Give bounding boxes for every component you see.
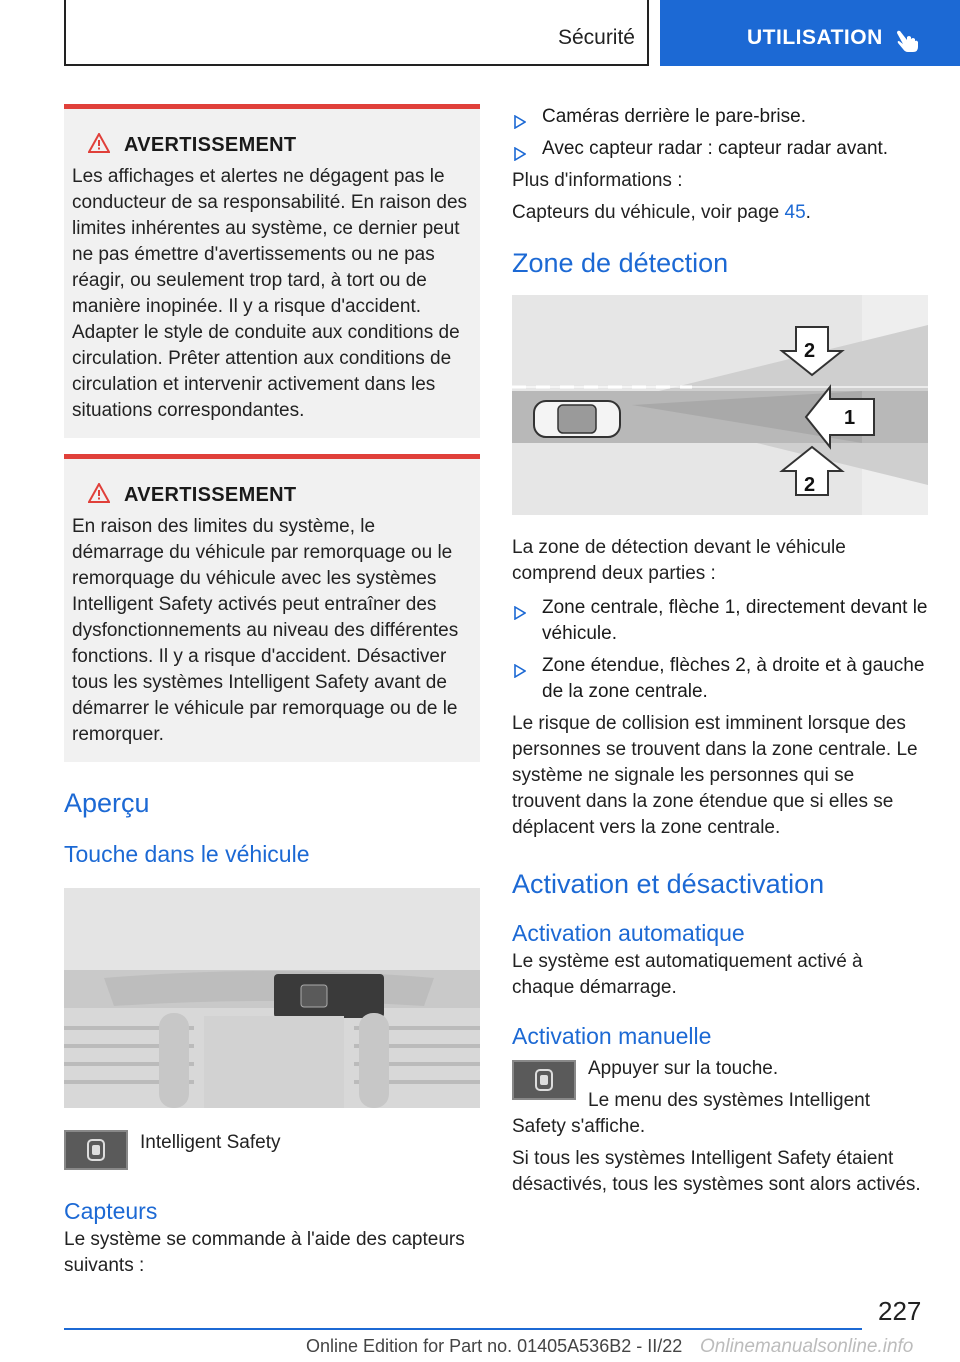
manual-text: Si tous les systèmes Intelligent Safety étaient désactivés, tous les systèmes sont alors activés. [512, 1148, 921, 1195]
triangle-bullet-icon [514, 143, 526, 169]
car-shield-icon [534, 1068, 554, 1092]
warning-triangle-icon [88, 483, 110, 508]
warning-triangle-icon [88, 133, 110, 158]
manual-step-2: Le menu des systèmes Intelligent Safety s'affiche. [512, 1090, 870, 1137]
heading-auto: Activation automatique [512, 920, 745, 946]
left-column [64, 104, 480, 1279]
more-info-label: Plus d'informations : [512, 170, 683, 191]
detection-zone-diagram [512, 295, 928, 515]
button-caption: Intelligent Safety [140, 1132, 281, 1153]
heading-zone: Zone de détection [512, 248, 729, 278]
heading-touche: Touche dans le véhicule [64, 841, 310, 867]
intelligent-safety-button-image [64, 1130, 128, 1170]
car-shield-icon [86, 1138, 106, 1162]
svg-text:2: 2 [804, 474, 816, 496]
warning-text: Les affichages et alertes ne dégagent pas le conducteur de sa responsabilité. En raison des limites inhérentes au système, ce dernier peut ne pas émettre d'avertissements ou ne pas réagir, ou seulement trop tard, à tort ou de manière inopinée. Il y a risque d'accident. Adapter le style de conduite aux conditions de circulation. Prêter attention aux conditions de circulation et intervenir activement dans les situations correspondantes. [72, 166, 468, 421]
heading-capteurs: Capteurs [64, 1198, 158, 1224]
footer-edition: Online Edition for Part no. 01405A536B2 - II/22 [306, 1336, 683, 1356]
car-icon [534, 401, 620, 437]
warning-box-1 [64, 104, 480, 438]
list-item: Caméras derrière le pare-brise. [512, 104, 928, 130]
zone-text: Le risque de collision est imminent lorsque des personnes se trouvent dans la zone centrale. Le système ne signale les personnes qui se trouvent dans la zone étendue que si elles se déplacent vers la zone centrale. [512, 713, 918, 838]
zone-intro: La zone de détection devant le véhicule comprend deux parties : [512, 537, 846, 584]
warning-box-2 [64, 454, 480, 762]
right-column [512, 104, 928, 1198]
capteurs-text: Le système se commande à l'aide des capteurs suivants : [64, 1229, 465, 1276]
capteurs-list [512, 104, 928, 162]
triangle-bullet-icon [514, 660, 526, 686]
auto-text: Le système est automatiquement activé à chaque démarrage. [512, 951, 863, 998]
footer-divider [64, 1328, 862, 1330]
header-chapter-box [660, 0, 960, 66]
section-title: Sécurité [557, 26, 635, 49]
triangle-bullet-icon [514, 111, 526, 137]
manual-step-1: Appuyer sur la touche. [588, 1058, 779, 1079]
svg-text:1: 1 [844, 407, 856, 429]
svg-text:2: 2 [804, 340, 816, 362]
page-reference: Capteurs du véhicule, voir page 45. [512, 202, 811, 223]
footer-watermark: Onlinemanualsonline.info [700, 1336, 914, 1357]
warning-title: AVERTISSEMENT [124, 484, 297, 506]
heading-apercu: Aperçu [64, 788, 150, 818]
list-item: Avec capteur radar : capteur radar avant. [512, 136, 928, 162]
zone-list [512, 595, 928, 705]
page-link[interactable]: 45 [784, 202, 806, 223]
dashboard-button-photo [64, 888, 480, 1108]
warning-title: AVERTISSEMENT [124, 134, 297, 156]
list-item: Zone centrale, flèche 1, directement devant le véhicule. [512, 595, 928, 647]
warning-text: En raison des limites du système, le démarrage du véhicule par remorquage ou le remorquage du véhicule avec les systèmes Intelligent Safety activés peut entraîner des dysfonctionnements au niveau des différentes fonctions. Il y a risque d'accident. Désactiver tous les systèmes Intelligent Safety avant de démarrer le véhicule par remorquage ou de le remorquer. [72, 516, 459, 745]
chapter-title: UTILISATION [747, 26, 883, 49]
page-number: 227 [878, 1296, 922, 1326]
triangle-bullet-icon [514, 602, 526, 628]
header-section-box [64, 0, 649, 66]
pointing-hand-icon [894, 28, 920, 59]
heading-activation: Activation et désactivation [512, 869, 825, 899]
list-item: Zone étendue, flèches 2, à droite et à gauche de la zone centrale. [512, 653, 928, 705]
heading-manual: Activation manuelle [512, 1023, 712, 1049]
intelligent-safety-button-image [512, 1060, 576, 1100]
